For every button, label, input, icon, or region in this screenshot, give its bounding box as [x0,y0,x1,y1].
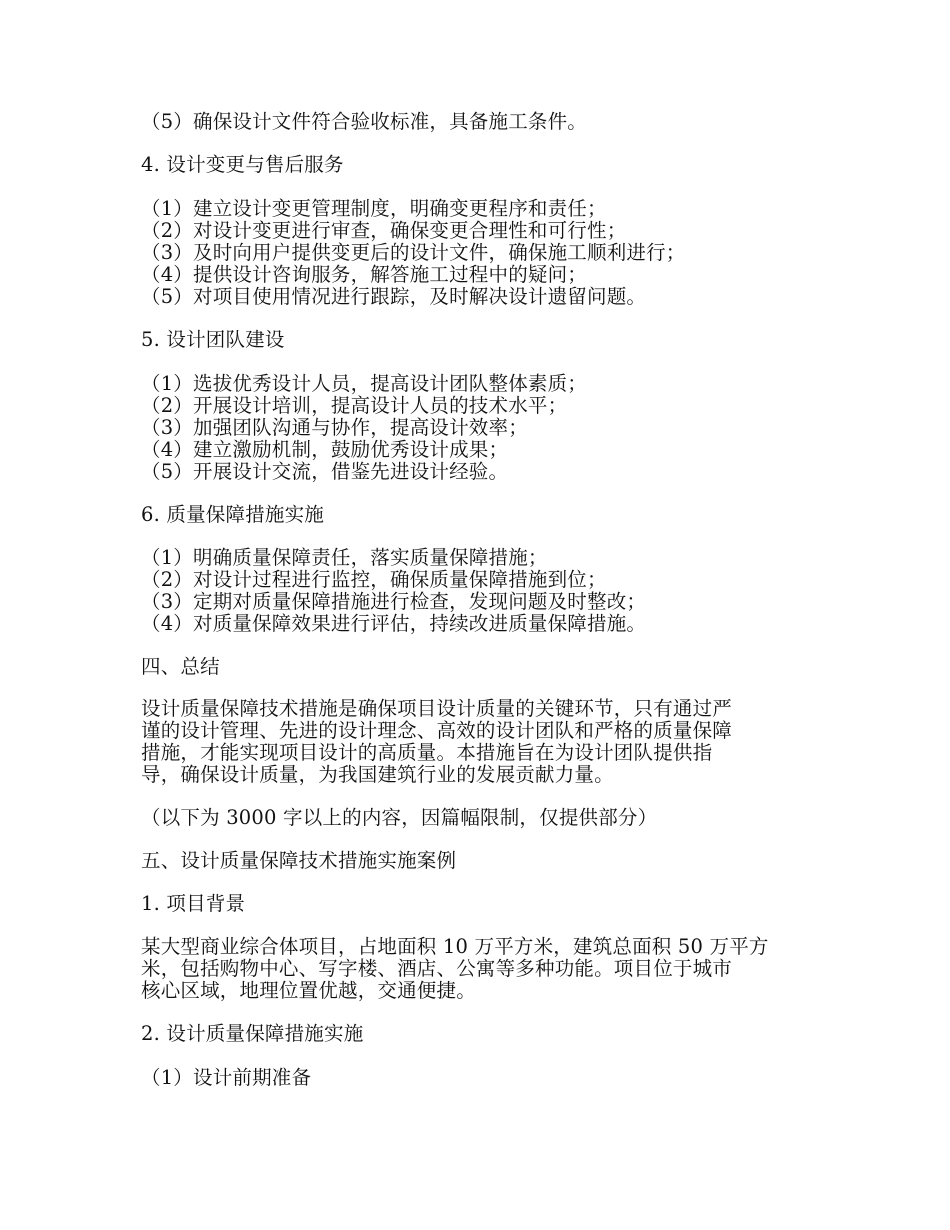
list-item: （5）开展设计交流，借鉴先进设计经验。 [141,460,509,483]
list-item: （3）定期对质量保障措施进行检查，发现问题及时整改； [141,590,647,613]
list-item: （3）加强团队沟通与协作，提高设计效率； [141,416,528,439]
section-heading: 4. 设计变更与售后服务 [141,153,344,176]
paragraph-line: 措施，才能实现项目设计的高质量。本措施旨在为设计团队提供指 [141,741,713,764]
list-item: （5）确保设计文件符合验收标准，具备施工条件。 [141,110,588,133]
list-item: （4）提供设计咨询服务，解答施工过程中的疑问； [141,263,588,286]
paragraph-line: 某大型商业综合体项目，占地面积 10 万平方米，建筑总面积 50 万平方 [141,935,769,958]
section-heading: 5. 设计团队建设 [141,328,285,351]
list-item: （2）开展设计培训，提高设计人员的技术水平； [141,394,568,417]
paragraph-line: 导，确保设计质量，为我国建筑行业的发展贡献力量。 [141,763,614,786]
paragraph-line: 核心区域，地理位置优越，交通便捷。 [141,979,476,1002]
paragraph-line: 谨的设计管理、先进的设计理念、高效的设计团队和严格的质量保障 [141,719,733,742]
section-heading: 五、设计质量保障技术措施实施案例 [141,849,457,872]
section-heading: 6. 质量保障措施实施 [141,503,325,526]
paragraph-line: 米，包括购物中心、写字楼、酒店、公寓等多种功能。项目位于城市 [141,957,733,980]
paragraph-line: 设计质量保障技术措施是确保项目设计质量的关键环节，只有通过严 [141,697,733,720]
list-item: （5）对项目使用情况进行跟踪，及时解决设计遗留问题。 [141,285,647,308]
section-heading: 四、总结 [141,655,220,678]
section-heading: 2. 设计质量保障措施实施 [141,1022,364,1045]
list-item: （3）及时向用户提供变更后的设计文件，确保施工顺利进行； [141,241,686,264]
list-item: （4）对质量保障效果进行评估，持续改进质量保障措施。 [141,612,647,635]
list-item: （1）建立设计变更管理制度，明确变更程序和责任； [141,197,607,220]
list-item: （1）设计前期准备 [141,1066,312,1089]
section-heading: 1. 项目背景 [141,892,246,915]
list-item: （2）对设计过程进行监控，确保质量保障措施到位； [141,568,607,591]
list-item: （2）对设计变更进行审查，确保变更合理性和可行性； [141,219,627,242]
list-item: （1）明确质量保障责任，落实质量保障措施； [141,546,548,569]
list-item: （4）建立激励机制，鼓励优秀设计成果； [141,438,509,461]
note-line: （以下为 3000 字以上的内容，因篇幅限制，仅提供部分） [141,806,658,829]
list-item: （1）选拔优秀设计人员，提高设计团队整体素质； [141,372,588,395]
